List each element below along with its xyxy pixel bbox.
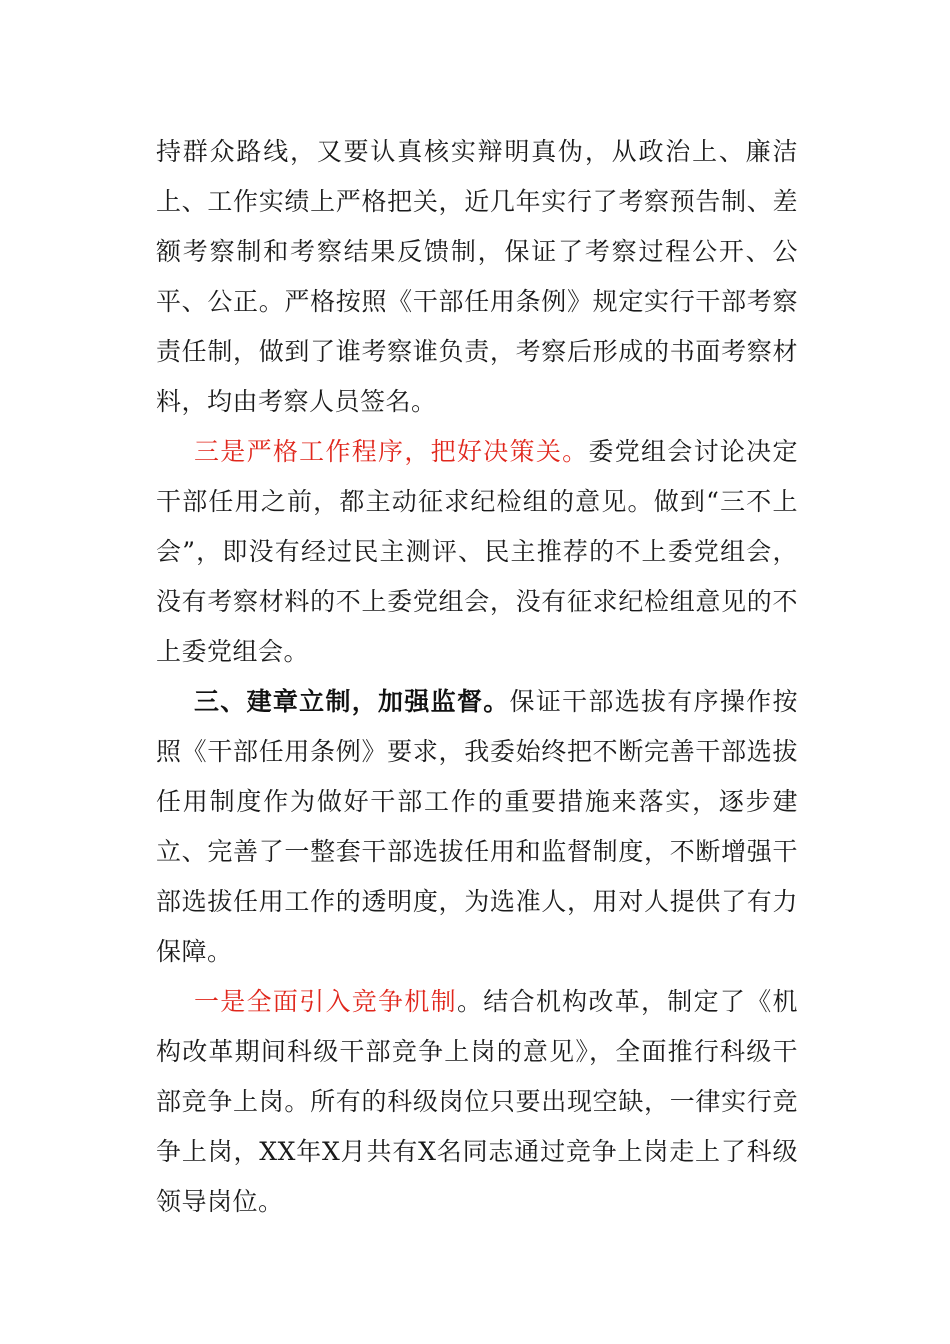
paragraph-4 (156, 977, 798, 1227)
paragraph-4-heading: 一是全面引入竞争机制 (194, 987, 457, 1016)
document-page (156, 127, 798, 1227)
paragraph-4-text: 。结合机构改革，制定了《机构改革期间科级干部竞争上岗的意见》，全面推行科级干部竞争上岗。所有的科级岗位只要出现空缺，一律实行竞争上岗，XX年X月共有X名同志通过竞争上岗走上了科级领导岗位。 (156, 987, 798, 1216)
section-heading: 三、建章立制，加强监督。 (194, 687, 510, 716)
paragraph-2 (156, 427, 798, 677)
paragraph-2-text: 委党组会讨论决定干部任用之前，都主动征求纪检组的意见。做到“三不上会”，即没有经过民主测评、民主推荐的不上委党组会，没有考察材料的不上委党组会，没有征求纪检组意见的不上委党组会。 (156, 437, 798, 666)
paragraph-3 (156, 677, 798, 977)
paragraph-3-text: 保证干部选拔有序操作按照《干部任用条例》要求，我委始终把不断完善干部选拔任用制度作为做好干部工作的重要措施来落实，逐步建立、完善了一整套干部选拔任用和监督制度，不断增强干部选拔任用工作的透明度，为选准人，用对人提供了有力保障。 (156, 687, 798, 966)
paragraph-2-heading: 三是严格工作程序，把好决策关。 (194, 437, 589, 466)
paragraph-1-text: 持群众路线，又要认真核实辩明真伪，从政治上、廉洁上、工作实绩上严格把关，近几年实行了考察预告制、差额考察制和考察结果反馈制，保证了考察过程公开、公平、公正。严格按照《干部任用条例》规定实行干部考察责任制，做到了谁考察谁负责，考察后形成的书面考察材料，均由考察人员签名。 (156, 137, 798, 416)
paragraph-1 (156, 127, 798, 427)
